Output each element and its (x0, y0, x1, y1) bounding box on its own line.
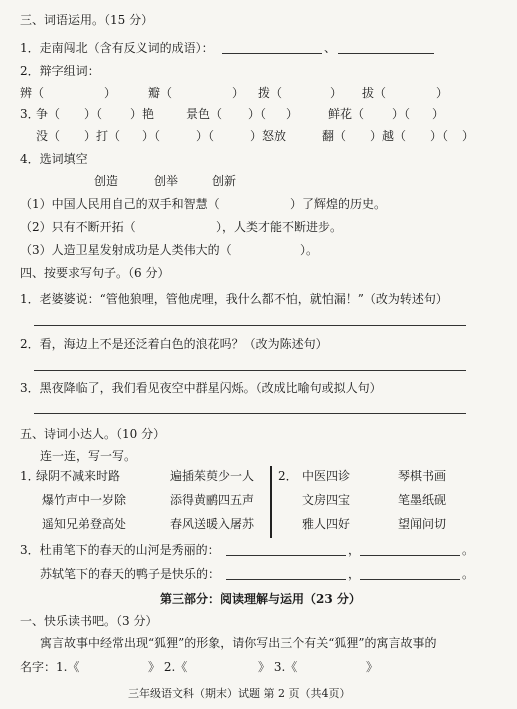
g1-right-2[interactable]: 添得黄鹂四五声 (170, 493, 255, 507)
q3-4-s3-end: ）。 (300, 243, 319, 257)
page-footer: 三年级语文科（期末）试题 第 2 页（共4页） (128, 687, 351, 700)
q3-4-s1-end: ）了辉煌的历史。 (290, 197, 387, 211)
q3-4-word-2: 创举 (154, 174, 179, 188)
section-4-title: 四、按要求写句子。（6 分） (20, 266, 170, 280)
q3-4-word-1: 创造 (94, 174, 119, 188)
g2-left-1[interactable]: 中医四诊 (302, 469, 351, 483)
q3-4-s2-end: ），人类才能不断进步。 (216, 220, 343, 234)
q3-4-prompt: 4．选词填空 (20, 152, 88, 166)
fable-name-3-close: 》 (366, 660, 379, 674)
g2-right-1[interactable]: 琴棋书画 (398, 469, 447, 483)
q3-3-label: 3． (20, 107, 40, 121)
g1-right-1[interactable]: 遍插茱萸少一人 (170, 469, 255, 483)
q3-2-item-3b: ） (330, 86, 343, 100)
q3-3-r1-2: ）（ (84, 107, 103, 121)
q5-3a-period: 。 (462, 543, 475, 557)
q5-3b-blank-1[interactable] (226, 579, 346, 580)
q3-3-r2-1: 没（ (36, 129, 61, 143)
q4-1-prompt: 1．老婆婆说：“管他狼哩，管他虎哩，我什么都不怕，就怕漏！”（改为转述句） (20, 292, 448, 306)
q3-1-prompt: 1．走南闯北（含有反义词的成语）： (20, 41, 214, 55)
g1-label: 1． (20, 469, 40, 483)
q3-2-item-2a: 瓣（ (148, 86, 173, 100)
g1-left-3[interactable]: 遥知兄弟登高处 (42, 517, 127, 531)
q3-3-r1-9: ） (432, 107, 445, 121)
g2-label: 2． (278, 469, 298, 483)
fable-name-2-open: 》 2.《 (148, 660, 188, 674)
g2-left-3[interactable]: 雅人四好 (302, 517, 351, 531)
q3-1-blank-1[interactable] (222, 53, 322, 54)
q5-3b-comma: ， (348, 567, 361, 581)
q4-2-answer-line[interactable] (34, 370, 466, 371)
q4-2-prompt: 2．看，海边上不是还泛着白色的浪花吗？（改为陈述句） (20, 337, 328, 351)
q5-3b-blank-2[interactable] (360, 579, 460, 580)
q3-2-item-4b: ） (436, 86, 449, 100)
q5-3b-prompt: 苏轼笔下的春天的鸭子是快乐的： (40, 567, 221, 581)
q3-4-s3-start: （3）人造卫星发射成功是人类伟大的（ (20, 243, 232, 257)
g2-left-2[interactable]: 文房四宝 (302, 493, 351, 507)
fable-name-3-open: 》 3.《 (258, 660, 298, 674)
q3-3-r2-3: ）（ (142, 129, 161, 143)
q3-3-r1-4: 景色（ (186, 107, 223, 121)
q3-2-item-3a: 拨（ (258, 86, 283, 100)
q5-3a-blank-2[interactable] (360, 555, 460, 556)
q3-4-word-3: 创新 (212, 174, 237, 188)
q4-1-answer-line[interactable] (34, 325, 466, 326)
q3-3-r1-3: ）艳 (130, 107, 155, 121)
part-3-q1-title: 一、快乐读书吧。（3 分） (20, 614, 158, 628)
q3-3-r1-7: 鲜花（ (328, 107, 365, 121)
column-divider (270, 466, 272, 538)
q5-3a-comma: ， (348, 543, 361, 557)
q3-3-r2-8: ）（ (430, 129, 449, 143)
q3-2-prompt: 2．辩字组词： (20, 64, 100, 78)
q3-2-item-1a: 辨（ (20, 86, 45, 100)
q3-4-s1-start: （1）中国人民用自己的双手和智慧（ (20, 197, 220, 211)
q3-2-item-4a: 拔（ (362, 86, 387, 100)
g1-right-3[interactable]: 春风送暖入屠苏 (170, 517, 255, 531)
q3-3-r1-1: 争（ (36, 107, 61, 121)
q3-3-r1-5: ）（ (248, 107, 267, 121)
part-3-title: 第三部分：阅读理解与运用（23 分） (160, 592, 361, 606)
q3-3-r2-4: ）（ (196, 129, 215, 143)
q3-2-item-1b: ） (104, 86, 117, 100)
section-3-title: 三、词语运用。（15 分） (20, 13, 154, 27)
q3-3-r2-9: ） (462, 129, 475, 143)
g2-right-3[interactable]: 望闻问切 (398, 517, 447, 531)
q5-3b-period: 。 (462, 567, 475, 581)
part-3-q1-text: 寓言故事中经常出现“狐狸”的形象，请你写出三个有关“狐狸”的寓言故事的 (40, 636, 437, 650)
q3-3-r2-5: ）怒放 (250, 129, 287, 143)
q3-3-r2-6: 翻（ (322, 129, 347, 143)
section-5-subtitle: 连一连，写一写。 (40, 449, 137, 463)
q4-3-prompt: 3．黑夜降临了，我们看见夜空中群星闪烁。（改成比喻句或拟人句） (20, 381, 382, 395)
fable-name-1-open: 1.《 (56, 660, 80, 674)
g1-left-2[interactable]: 爆竹声中一岁除 (42, 493, 127, 507)
q3-1-comma: 、 (324, 41, 337, 55)
q3-4-s2-start: （2）只有不断开拓（ (20, 220, 136, 234)
g2-right-2[interactable]: 笔墨纸砚 (398, 493, 447, 507)
q5-3a-blank-1[interactable] (226, 555, 346, 556)
q5-3a-prompt: 3．杜甫笔下的春天的山河是秀丽的： (20, 543, 220, 557)
part-3-q1-names-label: 名字： (20, 660, 57, 674)
q3-3-r2-7: ）越（ (370, 129, 407, 143)
q3-2-item-2b: ） (232, 86, 245, 100)
section-5-title: 五、诗词小达人。（10 分） (20, 427, 166, 441)
q3-3-r2-2: ）打（ (84, 129, 121, 143)
q4-3-answer-line[interactable] (34, 413, 466, 414)
g1-left-1[interactable]: 绿阴不减来时路 (36, 469, 121, 483)
q3-3-r1-6: ） (286, 107, 299, 121)
q3-3-r1-8: ）（ (392, 107, 411, 121)
q3-1-blank-2[interactable] (338, 53, 434, 54)
